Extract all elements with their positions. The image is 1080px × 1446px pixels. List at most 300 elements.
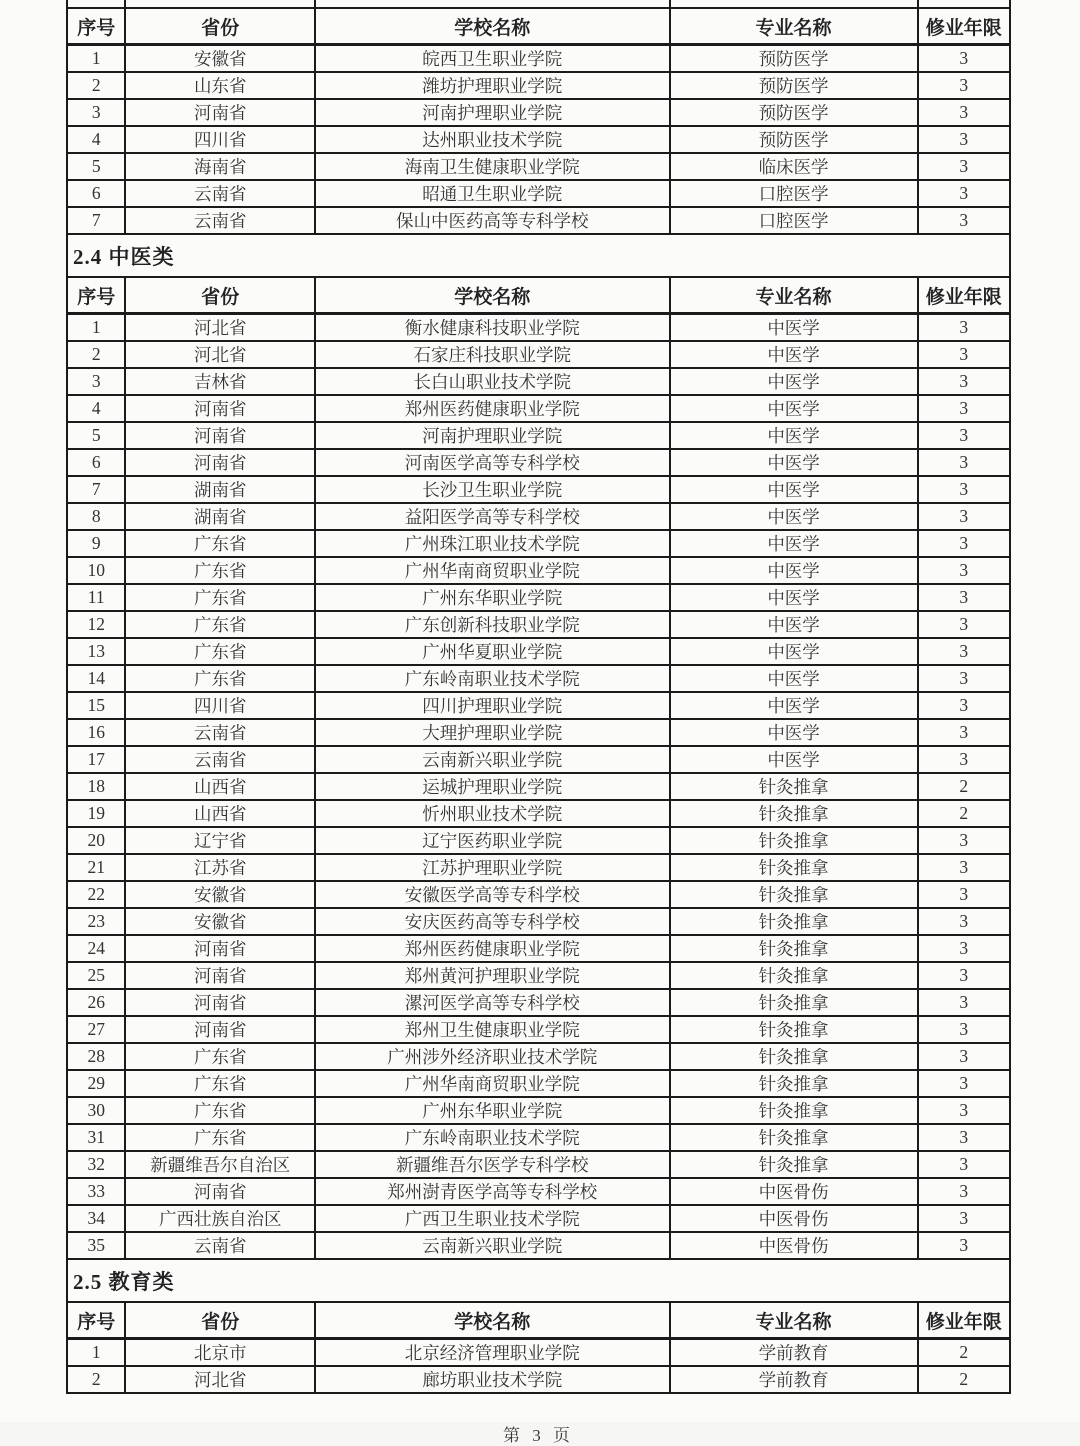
table-header	[67, 8, 1010, 45]
cell-school: 安徽医学高等专科学校	[315, 881, 670, 908]
table-row	[67, 935, 1010, 962]
cell-province: 广东省	[125, 1043, 315, 1070]
cell-school: 四川护理职业学院	[315, 692, 670, 719]
cell-school: 长白山职业技术学院	[315, 368, 670, 395]
table-row	[67, 584, 1010, 611]
cell-years: 3	[918, 1178, 1010, 1205]
cell-province: 安徽省	[125, 45, 315, 73]
cell-province: 广东省	[125, 638, 315, 665]
table-row	[67, 395, 1010, 422]
cell-years: 3	[918, 746, 1010, 773]
section-title	[66, 1260, 1011, 1301]
table-row	[67, 503, 1010, 530]
cell-province: 云南省	[125, 180, 315, 207]
cell-years: 3	[918, 530, 1010, 557]
cell-province: 广东省	[125, 611, 315, 638]
cell-years: 3	[918, 503, 1010, 530]
partial-cell	[918, 0, 1010, 7]
cell-school: 益阳医学高等专科学校	[315, 503, 670, 530]
cell-school: 衡水健康科技职业学院	[315, 314, 670, 342]
cell-index: 29	[67, 1070, 125, 1097]
cell-province: 山西省	[125, 800, 315, 827]
column-header: 序号	[67, 277, 125, 314]
table-row	[67, 1124, 1010, 1151]
cell-major: 针灸推拿	[670, 1070, 918, 1097]
cell-school: 石家庄科技职业学院	[315, 341, 670, 368]
table-row	[67, 314, 1010, 342]
table-row	[67, 611, 1010, 638]
cell-years: 3	[918, 854, 1010, 881]
cell-province: 河南省	[125, 449, 315, 476]
cell-major: 学前教育	[670, 1339, 918, 1367]
partial-table-row	[66, 0, 1011, 7]
cell-province: 河北省	[125, 1366, 315, 1393]
cell-index: 20	[67, 827, 125, 854]
cell-years: 3	[918, 881, 1010, 908]
cell-major: 针灸推拿	[670, 1124, 918, 1151]
cell-province: 广东省	[125, 665, 315, 692]
cell-school: 广州涉外经济职业技术学院	[315, 1043, 670, 1070]
partial-row	[67, 0, 1010, 7]
cell-school: 潍坊护理职业学院	[315, 72, 670, 99]
cell-index: 23	[67, 908, 125, 935]
cell-province: 广东省	[125, 1097, 315, 1124]
cell-index: 32	[67, 1151, 125, 1178]
cell-years: 3	[918, 207, 1010, 234]
cell-index: 1	[67, 1339, 125, 1367]
cell-major: 针灸推拿	[670, 773, 918, 800]
cell-years: 3	[918, 422, 1010, 449]
cell-school: 长沙卫生职业学院	[315, 476, 670, 503]
table-row	[67, 665, 1010, 692]
cell-index: 2	[67, 1366, 125, 1393]
table-row	[67, 1178, 1010, 1205]
table-row	[67, 773, 1010, 800]
cell-years: 3	[918, 476, 1010, 503]
cell-major: 中医学	[670, 449, 918, 476]
cell-school: 昭通卫生职业学院	[315, 180, 670, 207]
cell-school: 郑州澍青医学高等专科学校	[315, 1178, 670, 1205]
cell-school: 广东岭南职业技术学院	[315, 665, 670, 692]
table-row	[67, 800, 1010, 827]
cell-school: 广州珠江职业技术学院	[315, 530, 670, 557]
partial-cell	[670, 0, 918, 7]
cell-years: 3	[918, 611, 1010, 638]
cell-school: 达州职业技术学院	[315, 126, 670, 153]
table-row	[67, 557, 1010, 584]
table-row	[67, 72, 1010, 99]
cell-index: 3	[67, 368, 125, 395]
cell-school: 河南护理职业学院	[315, 422, 670, 449]
cell-years: 2	[918, 773, 1010, 800]
column-header: 专业名称	[670, 1302, 918, 1339]
cell-school: 河南医学高等专科学校	[315, 449, 670, 476]
section-title	[66, 235, 1011, 276]
cell-years: 3	[918, 1097, 1010, 1124]
table-row	[67, 1097, 1010, 1124]
cell-years: 3	[918, 638, 1010, 665]
cell-index: 4	[67, 395, 125, 422]
cell-index: 13	[67, 638, 125, 665]
cell-years: 2	[918, 800, 1010, 827]
cell-index: 30	[67, 1097, 125, 1124]
cell-major: 中医学	[670, 503, 918, 530]
cell-major: 针灸推拿	[670, 1097, 918, 1124]
cell-school: 广州华南商贸职业学院	[315, 557, 670, 584]
table-row	[67, 827, 1010, 854]
cell-index: 26	[67, 989, 125, 1016]
column-header: 学校名称	[315, 1302, 670, 1339]
cell-index: 1	[67, 314, 125, 342]
cell-school: 云南新兴职业学院	[315, 746, 670, 773]
column-header: 学校名称	[315, 8, 670, 45]
cell-major: 针灸推拿	[670, 935, 918, 962]
table-row	[67, 1366, 1010, 1393]
cell-major: 中医骨伤	[670, 1178, 918, 1205]
cell-index: 1	[67, 45, 125, 73]
cell-index: 6	[67, 449, 125, 476]
cell-province: 云南省	[125, 719, 315, 746]
cell-province: 广东省	[125, 557, 315, 584]
cell-major: 针灸推拿	[670, 989, 918, 1016]
cell-school: 忻州职业技术学院	[315, 800, 670, 827]
cell-school: 郑州医药健康职业学院	[315, 935, 670, 962]
cell-major: 口腔医学	[670, 207, 918, 234]
cell-index: 17	[67, 746, 125, 773]
cell-years: 3	[918, 368, 1010, 395]
table-row	[67, 1232, 1010, 1259]
cell-index: 28	[67, 1043, 125, 1070]
table-row	[67, 207, 1010, 234]
cell-index: 2	[67, 72, 125, 99]
cell-major: 针灸推拿	[670, 1151, 918, 1178]
cell-major: 口腔医学	[670, 180, 918, 207]
cell-years: 3	[918, 962, 1010, 989]
cell-major: 学前教育	[670, 1366, 918, 1393]
cell-school: 广州华夏职业学院	[315, 638, 670, 665]
cell-index: 27	[67, 1016, 125, 1043]
cell-province: 河南省	[125, 935, 315, 962]
cell-years: 3	[918, 935, 1010, 962]
cell-major: 针灸推拿	[670, 800, 918, 827]
cell-index: 22	[67, 881, 125, 908]
cell-years: 3	[918, 72, 1010, 99]
cell-index: 5	[67, 153, 125, 180]
page-number: 第 3 页	[503, 1426, 574, 1445]
cell-school: 河南护理职业学院	[315, 99, 670, 126]
cell-province: 山西省	[125, 773, 315, 800]
table-row	[67, 99, 1010, 126]
cell-index: 25	[67, 962, 125, 989]
cell-years: 3	[918, 1232, 1010, 1259]
cell-major: 中医学	[670, 692, 918, 719]
cell-province: 云南省	[125, 207, 315, 234]
table-row	[67, 746, 1010, 773]
cell-province: 河南省	[125, 989, 315, 1016]
table-row	[67, 45, 1010, 73]
cell-school: 廊坊职业技术学院	[315, 1366, 670, 1393]
cell-index: 7	[67, 207, 125, 234]
table-row	[67, 368, 1010, 395]
cell-major: 中医学	[670, 557, 918, 584]
cell-years: 3	[918, 557, 1010, 584]
header-row	[67, 1302, 1010, 1339]
partial-cell	[67, 0, 125, 7]
cell-school: 广西卫生职业技术学院	[315, 1205, 670, 1232]
cell-province: 广东省	[125, 1124, 315, 1151]
cell-province: 湖南省	[125, 503, 315, 530]
table-header	[67, 1302, 1010, 1339]
cell-index: 12	[67, 611, 125, 638]
table-row	[67, 638, 1010, 665]
cell-school: 运城护理职业学院	[315, 773, 670, 800]
cell-province: 吉林省	[125, 368, 315, 395]
cell-province: 海南省	[125, 153, 315, 180]
column-header: 序号	[67, 1302, 125, 1339]
table-row	[67, 530, 1010, 557]
table-row	[67, 126, 1010, 153]
table-row	[67, 692, 1010, 719]
table-row	[67, 1016, 1010, 1043]
table-row	[67, 153, 1010, 180]
cell-school: 大理护理职业学院	[315, 719, 670, 746]
cell-major: 中医学	[670, 395, 918, 422]
cell-major: 中医学	[670, 476, 918, 503]
table-header	[67, 277, 1010, 314]
section-title-text: 2.5 教育类	[73, 1269, 175, 1294]
header-row	[67, 8, 1010, 45]
cell-years: 3	[918, 1070, 1010, 1097]
cell-school: 辽宁医药职业学院	[315, 827, 670, 854]
cell-province: 北京市	[125, 1339, 315, 1367]
column-header: 修业年限	[918, 8, 1010, 45]
cell-index: 34	[67, 1205, 125, 1232]
cell-major: 中医学	[670, 368, 918, 395]
cell-years: 2	[918, 1339, 1010, 1367]
cell-province: 河南省	[125, 962, 315, 989]
cell-major: 针灸推拿	[670, 1016, 918, 1043]
cell-index: 10	[67, 557, 125, 584]
table-row	[67, 1043, 1010, 1070]
cell-major: 中医学	[670, 746, 918, 773]
table-row	[67, 881, 1010, 908]
column-header: 专业名称	[670, 8, 918, 45]
cell-province: 云南省	[125, 746, 315, 773]
cell-school: 云南新兴职业学院	[315, 1232, 670, 1259]
cell-years: 3	[918, 1043, 1010, 1070]
cell-province: 新疆维吾尔自治区	[125, 1151, 315, 1178]
cell-school: 广州华南商贸职业学院	[315, 1070, 670, 1097]
section-title-text: 2.4 中医类	[73, 244, 175, 269]
column-header: 省份	[125, 1302, 315, 1339]
cell-major: 中医骨伤	[670, 1232, 918, 1259]
cell-province: 河北省	[125, 314, 315, 342]
cell-years: 3	[918, 153, 1010, 180]
cell-school: 北京经济管理职业学院	[315, 1339, 670, 1367]
column-header: 省份	[125, 277, 315, 314]
table-row	[67, 1151, 1010, 1178]
cell-school: 海南卫生健康职业学院	[315, 153, 670, 180]
table-row	[67, 1339, 1010, 1367]
table-row	[67, 180, 1010, 207]
cell-school: 江苏护理职业学院	[315, 854, 670, 881]
cell-province: 四川省	[125, 692, 315, 719]
cell-major: 中医学	[670, 341, 918, 368]
cell-province: 湖南省	[125, 476, 315, 503]
table-row	[67, 1070, 1010, 1097]
cell-index: 18	[67, 773, 125, 800]
tables-container	[66, 7, 1011, 1394]
cell-school: 郑州医药健康职业学院	[315, 395, 670, 422]
cell-school: 广东创新科技职业学院	[315, 611, 670, 638]
cell-school: 郑州黄河护理职业学院	[315, 962, 670, 989]
cell-school: 郑州卫生健康职业学院	[315, 1016, 670, 1043]
table-row	[67, 854, 1010, 881]
table-row	[67, 341, 1010, 368]
cell-major: 预防医学	[670, 99, 918, 126]
cell-school: 广州东华职业学院	[315, 1097, 670, 1124]
cell-province: 河南省	[125, 1178, 315, 1205]
cell-index: 8	[67, 503, 125, 530]
cell-major: 针灸推拿	[670, 908, 918, 935]
cell-years: 3	[918, 584, 1010, 611]
cell-index: 3	[67, 99, 125, 126]
cell-major: 针灸推拿	[670, 827, 918, 854]
cell-school: 安庆医药高等专科学校	[315, 908, 670, 935]
cell-index: 4	[67, 126, 125, 153]
cell-major: 中医学	[670, 584, 918, 611]
column-header: 修业年限	[918, 1302, 1010, 1339]
cell-province: 广东省	[125, 584, 315, 611]
cell-major: 针灸推拿	[670, 962, 918, 989]
cell-years: 3	[918, 827, 1010, 854]
cell-index: 31	[67, 1124, 125, 1151]
school-table	[66, 7, 1011, 235]
cell-major: 中医学	[670, 638, 918, 665]
cell-province: 广东省	[125, 1070, 315, 1097]
cell-years: 3	[918, 126, 1010, 153]
cell-province: 江苏省	[125, 854, 315, 881]
cell-years: 3	[918, 1124, 1010, 1151]
cell-province: 辽宁省	[125, 827, 315, 854]
cell-major: 预防医学	[670, 45, 918, 73]
cell-years: 3	[918, 1016, 1010, 1043]
table-row	[67, 476, 1010, 503]
cell-index: 19	[67, 800, 125, 827]
cell-years: 3	[918, 1205, 1010, 1232]
cell-major: 针灸推拿	[670, 1043, 918, 1070]
cell-years: 3	[918, 665, 1010, 692]
cell-index: 16	[67, 719, 125, 746]
column-header: 专业名称	[670, 277, 918, 314]
header-row	[67, 277, 1010, 314]
table-row	[67, 422, 1010, 449]
cell-province: 安徽省	[125, 881, 315, 908]
cell-major: 预防医学	[670, 126, 918, 153]
column-header: 序号	[67, 8, 125, 45]
cell-school: 漯河医学高等专科学校	[315, 989, 670, 1016]
cell-province: 云南省	[125, 1232, 315, 1259]
cell-major: 中医学	[670, 665, 918, 692]
cell-years: 3	[918, 449, 1010, 476]
table-row	[67, 908, 1010, 935]
cell-index: 11	[67, 584, 125, 611]
cell-school: 广州东华职业学院	[315, 584, 670, 611]
cell-major: 中医学	[670, 611, 918, 638]
school-table	[66, 1301, 1011, 1394]
cell-index: 7	[67, 476, 125, 503]
cell-years: 3	[918, 99, 1010, 126]
cell-school: 新疆维吾尔医学专科学校	[315, 1151, 670, 1178]
partial-cell	[125, 0, 315, 7]
cell-province: 广东省	[125, 530, 315, 557]
cell-index: 6	[67, 180, 125, 207]
table-row	[67, 449, 1010, 476]
school-table	[66, 276, 1011, 1260]
cell-index: 35	[67, 1232, 125, 1259]
cell-years: 3	[918, 908, 1010, 935]
cell-index: 15	[67, 692, 125, 719]
cell-major: 中医学	[670, 530, 918, 557]
table-row	[67, 962, 1010, 989]
cell-major: 中医学	[670, 314, 918, 342]
cell-years: 3	[918, 341, 1010, 368]
cell-province: 河北省	[125, 341, 315, 368]
cell-index: 14	[67, 665, 125, 692]
cell-years: 3	[918, 692, 1010, 719]
cell-index: 9	[67, 530, 125, 557]
cell-index: 2	[67, 341, 125, 368]
cell-years: 3	[918, 45, 1010, 73]
cell-major: 针灸推拿	[670, 881, 918, 908]
column-header: 修业年限	[918, 277, 1010, 314]
column-header: 学校名称	[315, 277, 670, 314]
cell-province: 四川省	[125, 126, 315, 153]
cell-major: 中医学	[670, 719, 918, 746]
cell-province: 河南省	[125, 99, 315, 126]
table-row	[67, 1205, 1010, 1232]
cell-school: 广东岭南职业技术学院	[315, 1124, 670, 1151]
cell-index: 21	[67, 854, 125, 881]
cell-province: 山东省	[125, 72, 315, 99]
cell-years: 3	[918, 1151, 1010, 1178]
cell-index: 5	[67, 422, 125, 449]
document-content	[66, 0, 1011, 1446]
cell-years: 3	[918, 180, 1010, 207]
cell-years: 3	[918, 314, 1010, 342]
cell-province: 河南省	[125, 1016, 315, 1043]
cell-major: 针灸推拿	[670, 854, 918, 881]
cell-major: 预防医学	[670, 72, 918, 99]
cell-years: 3	[918, 719, 1010, 746]
cell-index: 33	[67, 1178, 125, 1205]
cell-province: 广西壮族自治区	[125, 1205, 315, 1232]
cell-major: 临床医学	[670, 153, 918, 180]
table-row	[67, 719, 1010, 746]
cell-province: 安徽省	[125, 908, 315, 935]
cell-years: 2	[918, 1366, 1010, 1393]
cell-school: 皖西卫生职业学院	[315, 45, 670, 73]
cell-major: 中医骨伤	[670, 1205, 918, 1232]
cell-years: 3	[918, 395, 1010, 422]
cell-index: 24	[67, 935, 125, 962]
cell-major: 中医学	[670, 422, 918, 449]
cell-province: 河南省	[125, 422, 315, 449]
cell-school: 保山中医药高等专科学校	[315, 207, 670, 234]
cell-years: 3	[918, 989, 1010, 1016]
partial-cell	[315, 0, 670, 7]
table-row	[67, 989, 1010, 1016]
